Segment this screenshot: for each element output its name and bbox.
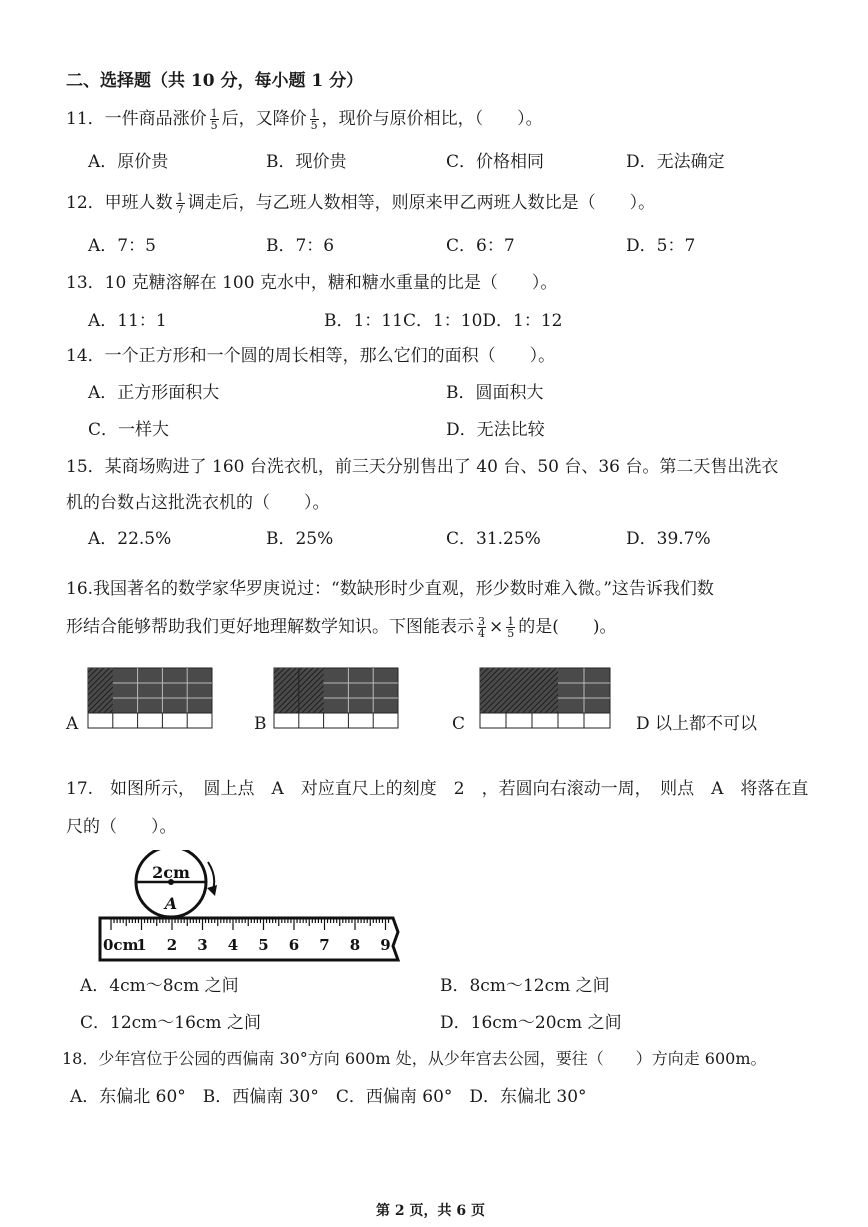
question-16-line2 xyxy=(66,616,617,639)
arrow-head-icon xyxy=(207,885,217,896)
question-text: 调走后，与乙班人数相等，则原来甲乙两班人数比是（ ）。 xyxy=(187,193,656,213)
option-a: A．原价贵 xyxy=(88,152,169,172)
option-b: B．25% xyxy=(266,529,334,549)
grid-label-a: A xyxy=(66,714,79,734)
option-d: D．5：7 xyxy=(626,236,696,256)
question-15-line2: 机的台数占这批洗衣机的（ ）。 xyxy=(66,493,330,513)
fraction: $\frac{3}{4}$ xyxy=(478,615,485,640)
question-text: 形结合能够帮助我们更好地理解数学知识。下图能表示 xyxy=(66,617,474,637)
grid-b xyxy=(274,668,398,728)
option-b: B．7：6 xyxy=(266,236,335,256)
option-c: C．一样大 xyxy=(88,420,170,440)
section-header: 二、选择题（共 10 分，每小题 1 分） xyxy=(66,71,364,91)
question-12 xyxy=(66,192,655,215)
question-17-line1: 17. 如图所示， 圆上点 A 对应直尺上的刻度 2 ，若圆向右滚动一周， 则点 A 将落在直 xyxy=(66,779,809,799)
option-a: A．22.5% xyxy=(88,529,172,549)
times-sign: × xyxy=(489,617,504,637)
diameter-label: 2cm xyxy=(152,863,190,882)
grid-a xyxy=(88,668,212,728)
question-text: 甲班人数 xyxy=(104,193,173,213)
question-17-line2: 尺的（ ）。 xyxy=(66,817,177,837)
option-c: C．价格相同 xyxy=(446,152,545,172)
fraction: $\frac{1}{7}$ xyxy=(176,191,184,216)
option-d: D．16cm～20cm 之间 xyxy=(440,1013,622,1033)
ruler-tick-label: 2 xyxy=(166,936,178,954)
option-d: D 以上都不可以 xyxy=(636,714,758,734)
ruler-tick-label: 5 xyxy=(258,936,269,954)
grid-label-c: C xyxy=(452,714,466,734)
option-d: D．无法确定 xyxy=(626,152,725,172)
ruler-tick-label: 1 xyxy=(136,936,147,954)
question-number: 12． xyxy=(66,193,105,213)
question-15-line1: 15．某商场购进了 160 台洗衣机，前三天分别售出了 40 台、50 台、36 台。第二天售出洗衣 xyxy=(66,457,779,477)
rotation-arrow-icon xyxy=(208,862,214,890)
grid-label-b: B xyxy=(254,714,267,734)
question-14: 14．一个正方形和一个圆的周长相等，那么它们的面积（ ）。 xyxy=(66,346,556,366)
question-text: 的是( )。 xyxy=(518,617,617,637)
option-a: A．7：5 xyxy=(88,236,156,256)
option-c: C．12cm～16cm 之间 xyxy=(80,1013,261,1033)
point-a-label: A xyxy=(164,894,178,913)
option-a: A．11：1 xyxy=(88,311,167,331)
question-text: 一件商品涨价 xyxy=(104,109,207,129)
question-text: 后，又降价 xyxy=(221,109,307,129)
page-footer: 第 2 页，共 6 页 xyxy=(376,1203,485,1219)
option-c: C．6：7 xyxy=(446,236,515,256)
fraction: $\frac{1}{5}$ xyxy=(210,107,218,132)
question-18-options: A．东偏北 60° B．西偏南 30° C．西偏南 60° D．东偏北 30° xyxy=(70,1087,587,1107)
option-c: C．31.25% xyxy=(446,529,541,549)
ruler-tick-label: 4 xyxy=(227,936,239,954)
ruler-tick-label: 9 xyxy=(380,936,391,954)
option-a: A．正方形面积大 xyxy=(88,383,220,403)
option-b: B．圆面积大 xyxy=(446,383,544,403)
circle-ruler-figure xyxy=(95,850,415,965)
question-number: 11． xyxy=(66,109,105,129)
option-d: D．39.7% xyxy=(626,529,711,549)
ruler-tick-label: 8 xyxy=(349,936,361,954)
option-d: D．无法比较 xyxy=(446,420,545,440)
option-a: A．4cm～8cm 之间 xyxy=(80,976,239,996)
ruler-tick-label: 0cm xyxy=(103,936,139,954)
question-16-line1: 16.我国著名的数学家华罗庚说过：“数缺形时少直观，形少数时难入微。”这告诉我们数 xyxy=(66,579,714,599)
option-b: B．8cm～12cm 之间 xyxy=(440,976,610,996)
ruler-tick-label: 3 xyxy=(197,936,208,954)
option-b: B．现价贵 xyxy=(266,152,347,172)
grid-c xyxy=(480,668,610,728)
question-13: 13．10 克糖溶解在 100 克水中，糖和糖水重量的比是（ ）。 xyxy=(66,273,558,293)
question-11 xyxy=(66,108,543,131)
question-18: 18．少年宫位于公园的西偏南 30°方向 600m 处，从少年宫去公园，要往（ ）方向走 600m。 xyxy=(62,1049,767,1068)
fraction: $\frac{1}{5}$ xyxy=(507,615,515,640)
ruler-tick-label: 7 xyxy=(319,936,330,954)
ruler-tick-label: 6 xyxy=(288,936,300,954)
fraction: $\frac{1}{5}$ xyxy=(310,107,318,132)
question-text: ，现价与原价相比，（ ）。 xyxy=(321,109,543,129)
option-bcd: B．1：11C．1：10D．1：12 xyxy=(324,311,563,331)
